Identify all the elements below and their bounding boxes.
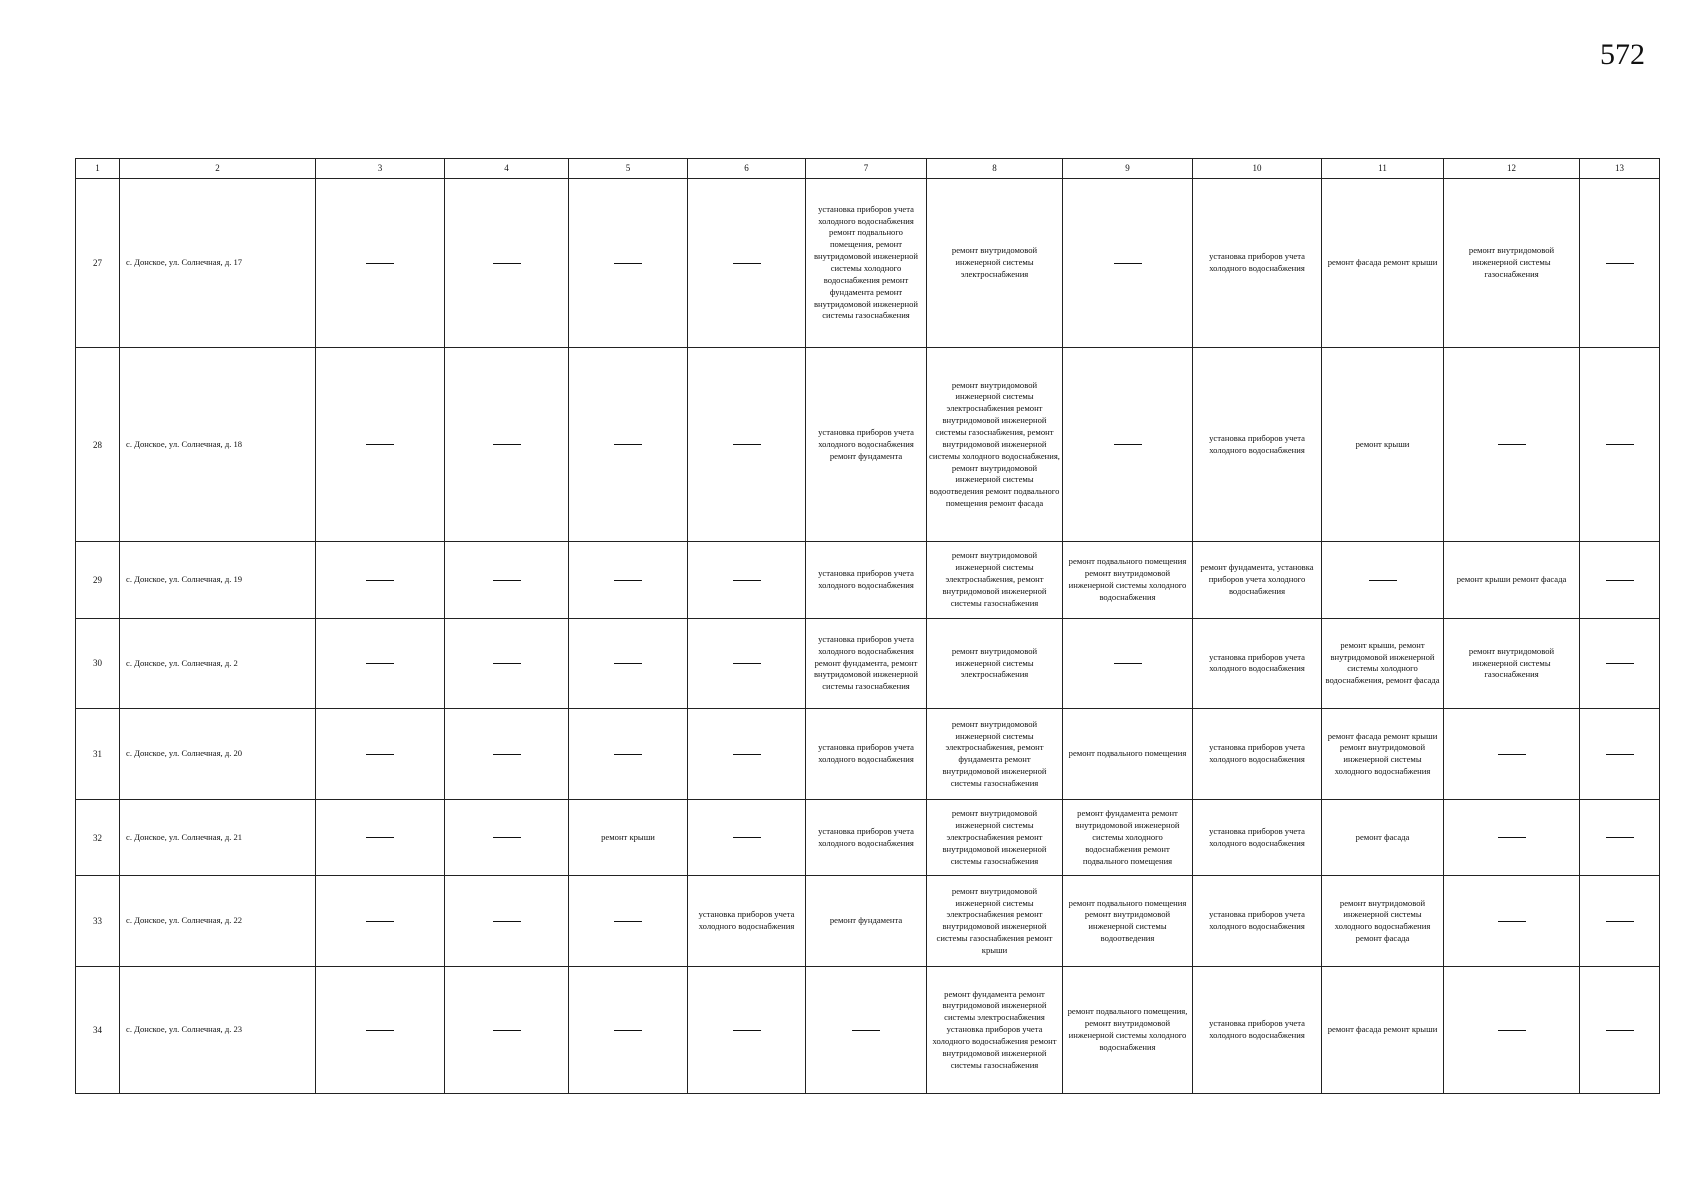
empty-cell [445, 618, 569, 709]
row-number: 33 [76, 876, 120, 967]
dash-mark [1498, 921, 1526, 922]
address-cell: с. Донское, ул. Солнечная, д. 21 [120, 800, 316, 876]
empty-cell [1580, 348, 1660, 542]
empty-cell [445, 876, 569, 967]
table-row [76, 709, 1660, 800]
empty-cell [316, 618, 445, 709]
dash-mark [1606, 263, 1634, 264]
column-number-10: 10 [1193, 159, 1322, 179]
dash-mark [614, 921, 642, 922]
works-cell: ремонт внутридомовой инженерной системы холодного водоснабжения ремонт фасада [1322, 876, 1444, 967]
empty-cell [806, 967, 927, 1094]
column-number-row [76, 159, 1660, 179]
address-cell: с. Донское, ул. Солнечная, д. 20 [120, 709, 316, 800]
column-number-2: 2 [120, 159, 316, 179]
column-number-12: 12 [1444, 159, 1580, 179]
works-cell: ремонт подвального помещения ремонт внутридомовой инженерной системы холодного водоснабжения [1063, 542, 1193, 618]
works-cell: установка приборов учета холодного водоснабжения ремонт фундамента [806, 348, 927, 542]
empty-cell [1580, 179, 1660, 348]
address-cell: с. Донское, ул. Солнечная, д. 2 [120, 618, 316, 709]
empty-cell [445, 542, 569, 618]
empty-cell [688, 179, 806, 348]
table-row [76, 618, 1660, 709]
dash-mark [733, 754, 761, 755]
works-cell: ремонт внутридомовой инженерной системы электроснабжения, ремонт внутридомовой инженерной системы газоснабжения [927, 542, 1063, 618]
works-cell: установка приборов учета холодного водоснабжения ремонт подвального помещения, ремонт внутридомовой инженерной системы холодного водоснабжения ремонт фундамента ремонт внутридомовой инженерной системы газоснабжения [806, 179, 927, 348]
row-number: 28 [76, 348, 120, 542]
address-cell: с. Донское, ул. Солнечная, д. 19 [120, 542, 316, 618]
dash-mark [1498, 1030, 1526, 1031]
dash-mark [614, 663, 642, 664]
empty-cell [569, 876, 688, 967]
dash-mark [1114, 263, 1142, 264]
dash-mark [493, 580, 521, 581]
works-cell: установка приборов учета холодного водоснабжения [1193, 618, 1322, 709]
empty-cell [688, 967, 806, 1094]
column-number-11: 11 [1322, 159, 1444, 179]
empty-cell [316, 348, 445, 542]
empty-cell [1063, 179, 1193, 348]
empty-cell [445, 800, 569, 876]
dash-mark [1498, 837, 1526, 838]
dash-mark [1498, 444, 1526, 445]
empty-cell [1444, 348, 1580, 542]
dash-mark [493, 263, 521, 264]
empty-cell [1444, 876, 1580, 967]
row-number: 31 [76, 709, 120, 800]
dash-mark [733, 1030, 761, 1031]
page-number: 572 [1600, 38, 1645, 71]
dash-mark [366, 580, 394, 581]
empty-cell [1444, 709, 1580, 800]
row-number: 30 [76, 618, 120, 709]
dash-mark [733, 837, 761, 838]
works-cell: установка приборов учета холодного водоснабжения [806, 800, 927, 876]
empty-cell [1444, 967, 1580, 1094]
dash-mark [1114, 444, 1142, 445]
empty-cell [569, 179, 688, 348]
works-cell: ремонт фасада [1322, 800, 1444, 876]
works-cell: ремонт фундамента ремонт внутридомовой инженерной системы электроснабжения установка приборов учета холодного водоснабжения ремонт внутридомовой инженерной системы газоснабжения [927, 967, 1063, 1094]
dash-mark [366, 263, 394, 264]
empty-cell [445, 967, 569, 1094]
empty-cell [1580, 800, 1660, 876]
works-cell: ремонт фасада ремонт крыши [1322, 967, 1444, 1094]
works-cell: установка приборов учета холодного водоснабжения [806, 709, 927, 800]
dash-mark [493, 837, 521, 838]
row-number: 29 [76, 542, 120, 618]
dash-mark [366, 1030, 394, 1031]
works-cell: ремонт фундамента [806, 876, 927, 967]
works-cell: ремонт крыши, ремонт внутридомовой инженерной системы холодного водоснабжения, ремонт фасада [1322, 618, 1444, 709]
dash-mark [493, 444, 521, 445]
dash-mark [366, 754, 394, 755]
column-number-1: 1 [76, 159, 120, 179]
empty-cell [688, 618, 806, 709]
dash-mark [733, 663, 761, 664]
dash-mark [1606, 1030, 1634, 1031]
dash-mark [614, 1030, 642, 1031]
empty-cell [316, 967, 445, 1094]
empty-cell [569, 709, 688, 800]
table-row [76, 542, 1660, 618]
empty-cell [316, 709, 445, 800]
works-cell: установка приборов учета холодного водоснабжения ремонт фундамента, ремонт внутридомовой инженерной системы газоснабжения [806, 618, 927, 709]
column-number-7: 7 [806, 159, 927, 179]
dash-mark [493, 663, 521, 664]
dash-mark [733, 580, 761, 581]
works-cell: ремонт подвального помещения ремонт внутридомовой инженерной системы водоотведения [1063, 876, 1193, 967]
works-cell: установка приборов учета холодного водоснабжения [806, 542, 927, 618]
works-cell: установка приборов учета холодного водоснабжения [1193, 709, 1322, 800]
empty-cell [1322, 542, 1444, 618]
address-cell: с. Донское, ул. Солнечная, д. 23 [120, 967, 316, 1094]
empty-cell [1580, 967, 1660, 1094]
empty-cell [1063, 348, 1193, 542]
works-cell: установка приборов учета холодного водоснабжения [688, 876, 806, 967]
empty-cell [688, 709, 806, 800]
empty-cell [569, 542, 688, 618]
works-cell: ремонт крыши [1322, 348, 1444, 542]
address-cell: с. Донское, ул. Солнечная, д. 17 [120, 179, 316, 348]
works-cell: ремонт внутридомовой инженерной системы электроснабжения [927, 618, 1063, 709]
works-cell: ремонт внутридомовой инженерной системы электроснабжения ремонт внутридомовой инженерной системы газоснабжения [927, 800, 1063, 876]
works-cell: ремонт внутридомовой инженерной системы электроснабжения ремонт внутридомовой инженерной системы газоснабжения, ремонт внутридомовой инженерной системы холодного водоснабжения, ремонт внутридомовой инженерной системы водоотведения ремонт подвального помещения ремонт фасада [927, 348, 1063, 542]
empty-cell [316, 800, 445, 876]
dash-mark [1369, 580, 1397, 581]
empty-cell [445, 709, 569, 800]
table-row [76, 348, 1660, 542]
dash-mark [614, 754, 642, 755]
works-cell: ремонт крыши ремонт фасада [1444, 542, 1580, 618]
works-cell: установка приборов учета холодного водоснабжения [1193, 179, 1322, 348]
works-cell: ремонт фасада ремонт крыши ремонт внутридомовой инженерной системы холодного водоснабжения [1322, 709, 1444, 800]
empty-cell [316, 876, 445, 967]
works-cell: ремонт фундамента, установка приборов учета холодного водоснабжения [1193, 542, 1322, 618]
empty-cell [1444, 800, 1580, 876]
empty-cell [569, 348, 688, 542]
address-cell: с. Донское, ул. Солнечная, д. 18 [120, 348, 316, 542]
works-cell: ремонт внутридомовой инженерной системы газоснабжения [1444, 179, 1580, 348]
works-cell: установка приборов учета холодного водоснабжения [1193, 800, 1322, 876]
empty-cell [445, 179, 569, 348]
dash-mark [493, 921, 521, 922]
column-number-8: 8 [927, 159, 1063, 179]
works-cell: ремонт внутридомовой инженерной системы электроснабжения, ремонт фундамента ремонт внутридомовой инженерной системы газоснабжения [927, 709, 1063, 800]
empty-cell [569, 618, 688, 709]
works-cell: ремонт фундамента ремонт внутридомовой инженерной системы холодного водоснабжения ремонт подвального помещения [1063, 800, 1193, 876]
table-row [76, 876, 1660, 967]
dash-mark [493, 754, 521, 755]
empty-cell [688, 348, 806, 542]
dash-mark [614, 444, 642, 445]
column-number-6: 6 [688, 159, 806, 179]
row-number: 27 [76, 179, 120, 348]
dash-mark [614, 263, 642, 264]
empty-cell [316, 179, 445, 348]
dash-mark [366, 663, 394, 664]
works-cell: ремонт внутридомовой инженерной системы электроснабжения [927, 179, 1063, 348]
column-number-13: 13 [1580, 159, 1660, 179]
column-number-9: 9 [1063, 159, 1193, 179]
works-cell: установка приборов учета холодного водоснабжения [1193, 876, 1322, 967]
empty-cell [1580, 876, 1660, 967]
dash-mark [1606, 754, 1634, 755]
empty-cell [1063, 618, 1193, 709]
table-row [76, 179, 1660, 348]
works-cell: ремонт крыши [569, 800, 688, 876]
dash-mark [366, 444, 394, 445]
dash-mark [1606, 837, 1634, 838]
dash-mark [614, 580, 642, 581]
empty-cell [688, 800, 806, 876]
works-cell: ремонт подвального помещения, ремонт внутридомовой инженерной системы холодного водоснабжения [1063, 967, 1193, 1094]
empty-cell [1580, 709, 1660, 800]
dash-mark [366, 837, 394, 838]
column-number-5: 5 [569, 159, 688, 179]
works-schedule-table [75, 158, 1660, 1094]
dash-mark [852, 1030, 880, 1031]
works-cell: ремонт фасада ремонт крыши [1322, 179, 1444, 348]
works-cell: установка приборов учета холодного водоснабжения [1193, 967, 1322, 1094]
empty-cell [1580, 618, 1660, 709]
dash-mark [1606, 444, 1634, 445]
empty-cell [569, 967, 688, 1094]
dash-mark [1498, 754, 1526, 755]
works-cell: ремонт внутридомовой инженерной системы электроснабжения ремонт внутридомовой инженерной системы газоснабжения ремонт крыши [927, 876, 1063, 967]
dash-mark [493, 1030, 521, 1031]
column-number-4: 4 [445, 159, 569, 179]
empty-cell [316, 542, 445, 618]
works-cell: ремонт внутридомовой инженерной системы газоснабжения [1444, 618, 1580, 709]
works-cell: установка приборов учета холодного водоснабжения [1193, 348, 1322, 542]
dash-mark [1114, 663, 1142, 664]
dash-mark [366, 921, 394, 922]
table-row [76, 800, 1660, 876]
empty-cell [1580, 542, 1660, 618]
row-number: 34 [76, 967, 120, 1094]
empty-cell [445, 348, 569, 542]
row-number: 32 [76, 800, 120, 876]
column-number-3: 3 [316, 159, 445, 179]
address-cell: с. Донское, ул. Солнечная, д. 22 [120, 876, 316, 967]
empty-cell [688, 542, 806, 618]
dash-mark [733, 444, 761, 445]
dash-mark [1606, 580, 1634, 581]
dash-mark [733, 263, 761, 264]
works-cell: ремонт подвального помещения [1063, 709, 1193, 800]
dash-mark [1606, 663, 1634, 664]
table-row [76, 967, 1660, 1094]
dash-mark [1606, 921, 1634, 922]
